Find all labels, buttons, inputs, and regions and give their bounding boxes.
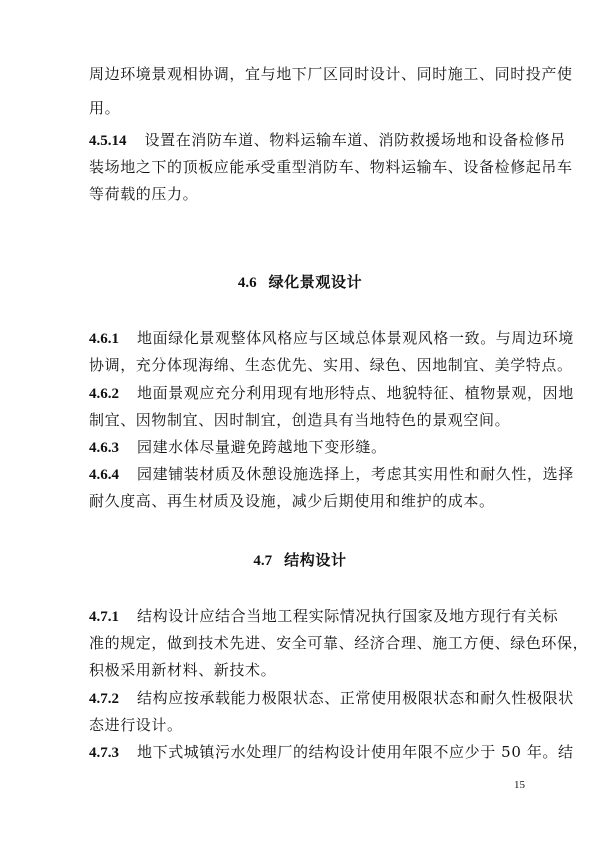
clause-4-6-4-line-2: 耐久度高、再生材质及设施，减少后期使用和维护的成本。: [89, 492, 495, 510]
clause-4-7-2-line-1: 4.7.2 结构应按承载能力极限状态、正常使用极限状态和耐久性极限状: [89, 689, 574, 707]
section-heading-4-7: 4.7 结构设计: [253, 551, 347, 569]
intro-line-2: 用。: [89, 99, 121, 117]
intro-line-1: 周边环境景观相协调，宜与地下厂区同时设计、同时施工、同时投产使: [89, 65, 573, 83]
clause-4-6-1-line-2: 协调，充分体现海绵、生态优先、实用、绿色、因地制宜、美学特点。: [89, 356, 573, 374]
clause-4-5-14-line-2: 装场地之下的顶板应能承受重型消防车、物料运输车、设备检修起吊车: [89, 158, 573, 176]
clause-4-7-3-line-1: 4.7.3 地下式城镇污水处理厂的结构设计使用年限不应少于 50 年。结: [89, 743, 574, 761]
clause-4-6-3-line-1: 4.6.3 园建水体尽量避免跨越地下变形缝。: [89, 438, 387, 456]
page-number: 15: [514, 779, 525, 791]
clause-4-7-2-line-2: 态进行设计。: [89, 716, 183, 734]
clause-4-7-1-line-1: 4.7.1 结构设计应结合当地工程实际情况执行国家及地方现行有关标: [89, 607, 559, 625]
clause-4-6-1-line-1: 4.6.1 地面绿化景观整体风格应与区域总体景观风格一致。与周边环境: [89, 329, 574, 347]
clause-4-7-1-line-2: 准的规定，做到技术先进、安全可靠、经济合理、施工方便、绿色环保，: [89, 634, 589, 652]
clause-text: 设置在消防车道、物料运输车道、消防救援场地和设备检修吊: [144, 131, 566, 149]
clause-4-6-2-line-1: 4.6.2 地面景观应充分利用现有地形特点、地貌特征、植物景观，因地: [89, 384, 574, 402]
clause-4-6-2-line-2: 制宜、因物制宜、因时制宜，创造具有当地特色的景观空间。: [89, 411, 511, 429]
section-heading-4-6: 4.6 绿化景观设计: [237, 273, 363, 291]
clause-number: 4.5.14: [89, 133, 127, 149]
clause-4-5-14-line-1: [89, 130, 566, 151]
clause-4-7-1-line-3: 积极采用新材料、新技术。: [89, 661, 277, 679]
clause-4-6-4-line-1: 4.6.4 园建铺装材质及休憩设施选择上，考虑其实用性和耐久性，选择: [89, 465, 574, 483]
clause-4-5-14-line-3: 等荷载的压力。: [89, 185, 199, 203]
